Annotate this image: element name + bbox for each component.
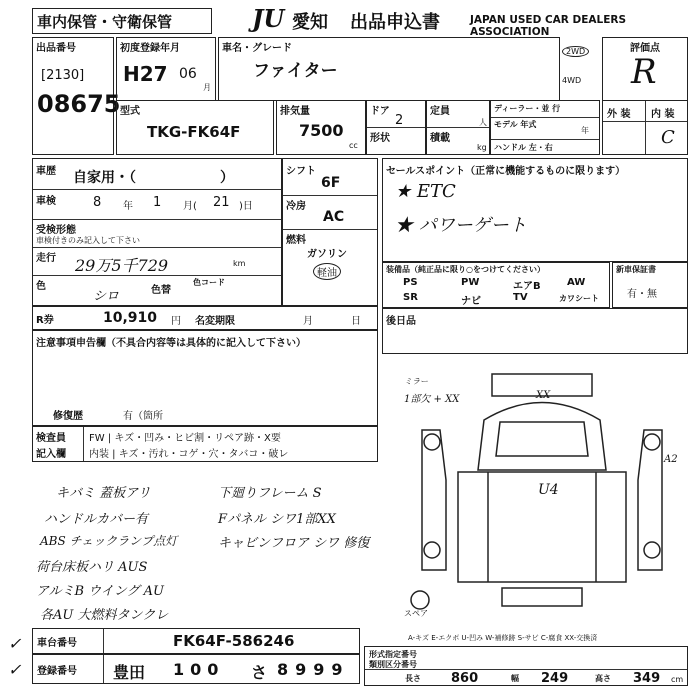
fuel-value: ガソリン [307,249,347,260]
sales-label: セールスポイント（正常に機能するものに限ります） [386,166,626,177]
comment-5: アルミB ウイング AU [36,584,164,599]
comment-3: ABS チェックランプ点灯 [40,534,178,548]
side-note: A2 [664,454,678,465]
width-label: 幅 [511,674,519,683]
equip-leather: カワシート [559,294,599,303]
recycle-label: R券 [36,315,54,326]
equip-pw: PW [461,277,480,288]
equipment-label: 装備品（純正品に限り○をつけてください） [386,265,545,274]
reg-area: 豊田 [113,663,146,682]
reg-class: 100 [173,660,225,679]
accept-label: 受検形態 [36,225,76,236]
new-car-value: 有・無 [627,289,657,300]
mirror-label: ミラー [404,377,428,386]
ju-logo: JU [252,4,285,33]
equip-sr: SR [403,292,418,303]
recycle-yen: 円 [171,316,181,327]
inspection-label: 車検 [36,196,56,207]
later-label: 後日品 [386,316,416,327]
ac-value: AC [323,209,345,225]
mileage-value: 29万5千729 [75,256,169,275]
first-reg-box [116,37,216,101]
equip-navi: ナビ [461,296,481,307]
comment-6: 各AU 大燃料タンクレ [40,608,169,623]
bed-note: U4 [538,482,559,498]
inspection-day-unit: )日 [239,201,253,212]
person-unit: 人 [479,118,487,127]
later-box [382,308,688,354]
inspection-year-unit: 年 [123,201,133,212]
shift-label: シフト [286,166,316,177]
color-change-label: 色替 [151,285,171,296]
lot-sub: [2130] [41,68,85,83]
accept-note: 車検付きのみ記入して下さい [36,236,140,245]
score-value: R [631,52,657,92]
dimensions-box [364,646,688,686]
first-reg-label: 初度登録年月 [120,43,180,54]
capacity-label: 定員 [430,106,450,117]
chassis-label: 車台番号 [37,638,77,649]
lot-number: 08675 [37,90,121,118]
rear-view [502,588,582,606]
class-number-label: 類別区分番号 [369,660,417,669]
inspection-day: 21 [213,195,230,210]
mileage-label: 走行 [36,253,56,264]
comment-8: Fパネル シワ1部XX [218,512,336,527]
sales-box [382,158,688,262]
new-car-box [612,262,688,308]
kg-unit: kg [477,143,487,152]
load-label: 積載 [430,133,450,144]
cm-unit: cm [671,675,684,684]
lot-label: 出品番号 [36,43,76,54]
recycle-amount: 10,910 [103,310,158,326]
displacement-label: 排気量 [280,106,310,117]
drive-2wd: 2WD [562,46,589,57]
comment-4: 荷台床板ハリ AUS [36,560,148,575]
storage-label: 車内保管・守衛保管 [37,13,173,31]
inspector-box [32,426,378,462]
recycle-month-unit: 月 [303,316,313,327]
form-title: 出品申込書 [350,12,440,33]
windshield [496,422,588,456]
capacity-box [426,100,490,155]
inspector-row1: FW | キズ・凹み・ヒビ割・リペア跡・X要 [89,433,281,444]
door-label: ドア [370,106,390,117]
reg-kana: さ [251,663,268,682]
notes-label: 注意事項申告欄（不具合内容等は具体的に記入して下さい） [36,338,306,349]
damage-legend: A-キズ E-エクボ U-凹み W-補修跡 S-サビ C-腐食 XX-交換済 [408,634,598,642]
length-value: 860 [451,671,479,686]
interior-label: 内 装 [651,109,675,120]
registration-box [32,654,360,684]
car-name: ファイター [253,61,338,81]
displacement-value: 7500 [299,121,344,140]
equip-aw: AW [567,277,586,288]
inspection-month-unit: 月( [183,201,197,212]
mirror-note: 1部欠 + XX [404,394,460,405]
score-label: 評価点 [630,43,660,54]
fuel-alt: 軽油 [313,263,341,280]
wheel-rear-left [424,542,440,558]
history-box [32,158,282,306]
inspection-month: 1 [153,195,162,210]
right-side-profile [638,430,662,570]
sales-line1: ★ ETC [395,181,456,202]
lot-box [32,37,121,155]
km-unit: km [233,259,246,268]
drive-4wd: 4WD [562,76,582,85]
left-side-profile [422,430,446,570]
comment-9: キャビンフロア シワ 修復 [218,536,370,551]
history-label: 車歴 [36,166,56,177]
name-change-label: 名変期限 [195,316,235,327]
chassis-box [32,628,360,654]
color-code-label: 色コード [193,278,225,287]
height-value: 349 [633,671,661,686]
interior-grade: C [661,127,675,148]
equip-tv: TV [513,292,528,303]
inspection-year: 8 [93,195,102,210]
cab-outline [478,403,606,471]
top-note: XX [536,390,551,401]
equipment-box [382,262,610,308]
notes-box [32,330,378,426]
dealer-box [490,100,600,155]
shift-box [282,158,378,306]
check-mark-1: ✓ [8,634,22,653]
model-year-unit: 年 [581,126,589,135]
equip-ps: PS [403,277,418,288]
inspector-label1: 検査員 [36,433,66,444]
new-car-label: 新車保証書 [616,265,656,274]
inspector-label2: 記入欄 [36,449,66,460]
handle-label: ハンドル 左・右 [494,143,553,152]
height-label: 高さ [595,674,611,683]
length-label: 長さ [405,674,421,683]
storage-box [32,8,212,34]
displacement-box [276,100,366,155]
car-name-box [218,37,560,101]
model-code: TKG-FK64F [147,123,241,141]
dealer-label: ディーラー・並 行 [494,104,561,113]
model-year-label: モデル 年式 [494,120,537,129]
comment-7: 下廻りフレーム S [218,486,322,501]
shape-label: 形状 [370,133,390,144]
repair-value: 有（箇所 [123,411,163,422]
door-value: 2 [395,113,404,128]
shape-number-label: 形式指定番号 [369,650,417,659]
door-box [366,100,426,155]
spare-tire [411,591,429,609]
inspector-row2: 内装 | キズ・汚れ・コゲ・穴・タバコ・破レ [89,449,289,460]
association-name: JAPAN USED CAR DEALERS ASSOCIATION [470,14,627,38]
ac-label: 冷房 [286,201,306,212]
repair-label: 修復歴 [53,411,83,422]
comment-1: キバミ 蓋板アリ [56,486,151,501]
car-name-label: 車名・グレード [222,43,292,54]
reg-number: 8999 [277,660,350,679]
reg-year: H27 [123,62,168,86]
width-value: 249 [541,671,569,686]
wheel-front-left [424,434,440,450]
recycle-box [32,306,378,330]
fuel-label: 燃料 [286,235,306,246]
color-value: シロ [93,289,120,304]
recycle-day-unit: 日 [351,316,361,327]
shift-value: 6F [321,175,341,191]
month-unit: 月 [203,83,211,92]
reg-month: 06 [179,66,197,82]
branch-name: 愛知 [292,12,328,33]
check-mark-2: ✓ [8,660,22,679]
cc-unit: cc [349,141,358,150]
grade-box [602,100,688,155]
history-value: 自家用・（ ） [73,170,234,186]
wheel-rear-right [644,542,660,558]
chassis-number: FK64F-586246 [173,632,295,650]
reg-label: 登録番号 [37,666,77,677]
wheel-front-right [644,434,660,450]
equip-airbag: エアB [513,281,541,292]
model-box [116,100,274,155]
comment-2: ハンドルカバー有 [44,512,149,527]
color-label: 色 [36,281,46,292]
spare-label: スペア [404,609,428,618]
model-label: 型式 [120,106,140,117]
score-box [602,37,688,101]
sales-line2: ★ パワーゲート [395,215,527,236]
exterior-label: 外 装 [607,109,631,120]
